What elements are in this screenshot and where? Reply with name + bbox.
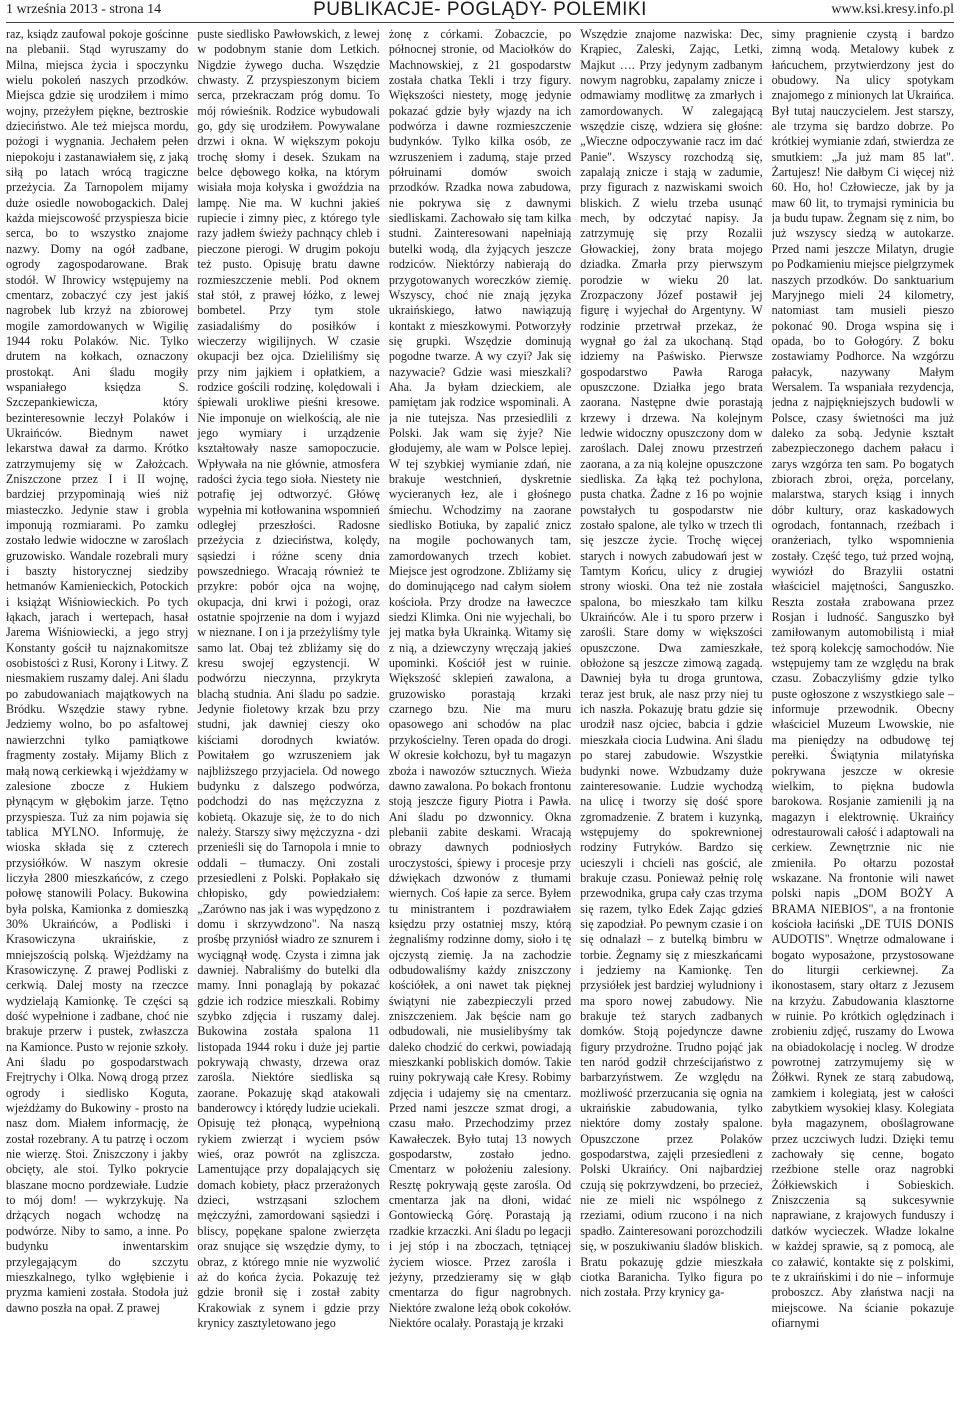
column-2-text: puste siedlisko Pawłowskich, z lewej w podobnym stanie dom Letkich. Nigdzie żywego ducha. Wszędzie chwasty. Z przyspieszonym biciem serca, przekraczam próg domu. To mój rówieśnik. Rodzice wybudowali go, gdy się urodziłem. Powywalane drzwi i okna. W większym pokoju trochę słomy i desek. Szukam na belce dębowego kołka, na którym wisiała moja kołyska i gwoździa na lampę. Nie ma. W kuchni jakieś rupiecie i zimny piec, z którego tyle razy jadłem świeży pachnący chleb i pieczone pierogi. W drugim pokoju też pusto. Opisuję bratu dawne rozmieszczenie mebli. Pod oknem stał stół, z prawej łóżko, z lewej bombetel. Przy tym stole zasiadaliśmy do posiłków i wieczerzy wigilijnych. W czasie okupacji bez ojca. Dzieliliśmy się przy nim jajkiem i opłatkiem, a rodzice gościli rodzinę, kolędowali i śpiewali urokliwe pieśni kresowe. Nie imponuje on wielkością, ale nie jego wymiary i urządzenie kształtowały nasze samopoczucie. Wpływała na nie głównie, atmosfera radości życia tego sioła. Niestety nie potrafię jej odtworzyć. Główę wypełnia mi kotłowanina wspomnień odległej przeszłości. Radosne przeżycia z dzieciństwa, kolędy, sąsiedzi i różne sceny dnia powszedniego. Wracają również te przykre: pobór ojca na wojnę, okupacja, dni krwi i pożogi, oraz ostatnie spojrzenie na dom i wyjazd w nieznane. I on i ja przeżyliśmy tyle samo lat. Obaj też zbliżamy się do kresu swojej egzystencji. W podwórzu nieczynna, przykryta blachą studnia. Ani śladu po sadzie. Jedynie fioletowy krzak bzu przy studni, jak dawniej cieszy oko kiściami dorodnych kwiatów. Powitałem go wzruszeniem jak najbliższego przyjaciela. Od nowego budynku z dalszego podwórza, podchodzi do nas mężczyzna z kobietą. Okazuje się, że to do nich należy. Starszy siwy mężczyzna - dzi przenieśli się do Tarnopola i mnie to oddali – tłumaczy. Oni zostali przesiedleni z Polski. Popłakało się chłopisko, gdy powiedziałem: „Zarówno nas jak i was wypędzono z domu i skrzywdzono". Na naszą prośbę przyniósł wiadro ze sznurem i wyciągnął wodę. Czysta i zimna jak dawniej. Nabraliśmy do butelki dla mamy. Inni ponaglają by pokazać gdzie ich rodzice mieszkali. Robimy szybko zdjęcia i ruszamy dalej. Bukowina została spalona 11 listopada 1944 roku i duże jej partie pokrywają chwasty, drzewa oraz zarośla. Niektóre siedliska są zaorane. Pokazuję skąd atakowali banderowcy i którędy ludzie uciekali. Opisuję też płonącą, wypełnioną rykiem zwierząt i wyciem psów wieś, oraz powrót na zgliszcza. Lamentujące przy dopalających się domach kobiety, płacz przerażonych dzieci, wstrząsani szlochem mężczyźni, zamordowani sąsiedzi i bliscy, popękane spalone zwierzęta oraz snujące się wszędzie dymy, to obraz, z którego mnie nie wyzwolić aż do końca życia. Pokazuję też gdzie bronił się i został zabity Krakowiak z synem i gdzie przy krynicy zasztyletowano jego — [197, 27, 380, 1330]
column-4-text: Wszędzie znajome nazwiska: Dec, Krąpiec, Zaleski, Zając, Letki, Majkut …. Przy jedynym zadbanym nowym nagrobku, zapalamy znicze i odmawiamy modlitwę za zmarłych i zamordowanych. W zalegającą wszędzie ciszę, wdziera się głośne: „Wieczne odpoczywanie racz im dać Panie". Wszyscy rozchodzą się, zapalają znicze i stają w zadumie, przy figurach z nazwiskami swoich bliskich. Z wielu trzeba usunąć mech, by odczytać napisy. Ja zatrzymuję się przy Rozalii Głowackiej, żony brata mojego dziadka. Zmarła przy pierwszym porodzie w wieku 20 lat. Zrozpaczony Józef postawił jej figurę i wyjechał do Argentyny. W rodzinie przetrwał przekaz, że wygnał go żal za ukochaną. Stąd idziemy na Paświsko. Pierwsze gospodarstwo Pawła Raroga opuszczone. Działka jego brata zaorana. Następne dwie porastają krzewy i drzewa. Na kolejnym ledwie widoczny opuszczony dom w zaroślach. Dalej znowu przestrzeń zaorana, a za nią kolejne opuszczone siedliska. Za łąką też pochylona, pusta chatka. Żadne z 16 po wojnie powstałych tu gospodarstw nie zostało spalone, ale tylko w trzech tli się jeszcze życie. Trochę więcej starych i nowych zabudowań jest w Tamtym Końcu, ulicy z drugiej strony wioski. Ona też nie została spalona, bo mieszkało tam kilku Ukraińców. Ale i tu sporo przerw i zarośli. Stare domy w większości opuszczone. Dwa zamieszkałe, obłożone są jeszcze zimową zagadą. Dawniej była tu droga gruntowa, teraz jest bruk, ale nasz przy niej tu ich naszła. Pokazuję bratu gdzie się urodził nasz ojciec, babcia i gdzie mieszkała ciocia Ludwina. Ani śladu po starej zabudowie. Wszystkie budynki nowe. Wzbudzamy duże zainteresowanie. Ludzie wychodzą na ulicę i tworzy się dość spore zgromadzenie. Z bratem i kuzynką, wstępujemy do spokrewnionej rodziny Futryków. Bardzo się ucieszyli i chcieli nas gościć, ale brakuje czasu. Ponieważ pełnię rolę przewodnika, grupa cały czas trzyma się razem, tylko Edek Zając gdzieś się zapodział. Po pewnym czasie i on się odnalazł – z butelką bimbru w torbie. Żegnamy się z mieszkańcami i jedziemy na Kamionkę. Ten przysiółek jest bardziej wyludniony i ma sporo nowej zabudowy. Nie brakuje też starych zadbanych domków. Stoją pojedyncze dawne figury przydrożne. Trudno pojąć jak ten naród godził chrześcijaństwo z barbarzyństwem. Ze względu na możliwość przerzucania się ogniа na ukraińskie zabudowania, tylko niektóre domy zostały spalone. Opuszczone przez Polaków gospodarstwa, zajęli przesiedleni z Polski Ukraińcy. Oni najbardziej czują się pokrzywdzeni, bo przecież, nie ze mieli nic wspólnego z rzeziami, odium rzucono i na nich spadło. Zainteresowani porozchodzili się, w poszukiwaniu śladów bliskich. Bratu pokazuję gdzie mieszkała ciotka Baranicha. Tylko figura po nich została. Przy krynicy ga- — [580, 27, 763, 1300]
text-column-3 — [389, 27, 571, 1417]
website-link[interactable]: www.ksi.kresy.info.pl — [831, 2, 954, 17]
text-column-2 — [197, 27, 379, 1417]
issue-date-page: 1 września 2013 - strona 14 — [6, 2, 162, 17]
text-column-1 — [6, 27, 188, 1417]
text-column-5 — [772, 27, 954, 1417]
text-column-4 — [580, 27, 762, 1417]
page-header — [6, 0, 954, 23]
article-columns — [0, 23, 960, 1417]
column-3-text: żonę z córkami. Zobaczcie, po północnej stronie, od Maciołków do Machnowskiej, z 21 gospodarstw została chatka Tekli i trzy figury. Większości niestety, mogę jedynie pokazać gdzie były wjazdy na ich podwórza i dawne rozmieszczenie budynków. Tylko kilka osób, ze wzruszeniem i zadumą, staje przed półruinami domów swoich przodków. Rzadka nowa zabudowa, nie pokrywa się z dawnymi siedliskami. Zachowało się tam kilka studni. Zainteresowani napełniają butelki wodą, dla żyjących jeszcze rodziców. Niektórzy nabierają do przygotowanych woreczków ziemię. Wszyscy, choć nie znają języka ukraińskiego, łatwo nawiązują kontakt z mieszkowymi. Potworzyły się grupki. Wszędzie dominują pogodne twarze. A wy czyi? Jak się nazywacie? Gdzie wasi mieszkali? Aha. Ja byłam dzieckiem, ale pamiętam jak rodzice wspominali. A ja nie tutejsza. Nas przesiedlili z Polski. Jak wam się żyje? Nie głodujemy, ale wam w Polsce lepiej. W tej szybkiej wymianie zdań, nie brakuje westchnień, dyskretnie wycieranych łez, ale i głośnego śmiechu. Wchodzimy na zaorane siedlisko Botiuka, by zapalić znicz na mogile pochowanych tam, zamordowanych trzech kobiet. Miejsce jest ogrodzone. Zbliżamy się do dominującego nad całym siołem kościoła. Przy drodze na ławeczce siedzi Klimka. Oni nie wyjechali, bo jej matka była Ukrainką. Witamy się z nią, a dziewczyny wręczają jakieś upominki. Kościół jest w ruinie. Większość sklepień zawalona, a gruzowisko porastają krzaki czarnego bzu. Nie ma muru opasowego ani schodów na plac przykościelny. Teren opada do drogi. W okresie kołchozu, był tu magazyn zboża i nawozów sztucznych. Wieża dawno zawalona. Po bokach frontonu stoją jeszcze figury Piotra i Pawła. Ani śladu po dzwonnicy. Okna plebanii zabite deskami. Wracają obrazy dawnych podniosłych uroczystości, śpiewy i procesje przy dźwiękach dzwonów z tłumami wiernych. Coś łapie za serce. Byłem tu ministrantem i pozdrawiałem księdzu przy ostatniej mszy, którą żegnaliśmy rodzinne domy, sioło i tę ojczystą ziemię. Ja na zachodzie odbudowaliśmy każdy zniszczony kościółek, a oni nawet tak pięknej świątyni nie zabezpieczyli przed zniszczeniem. Jak bęście nam go odbudowali, nie musielibyśmy tak daleko chodzić do cerkwi, powiadają mieszkanki pobliskich domów. Takie ruiny pokrywają całe Kresy. Robimy zdjęcia i udajemy się na cmentarz. Przed nami jeszcze szmat drogi, a czasu mało. Przechodzimy przez Kawałeczek. Było tutaj 13 nowych gospodarstw, zostało jedno. Cmentarz w położeniu zalesiony. Resztę pokrywają gęste zarośla. Od cmentarza jak na dłoni, widać Gontowiecką Górę. Porastają ją rzadkie krzaczki. Ani śladu po legacji i jej stóp i na zboczach, tętniącej życiem wiosce. Przez zarośla i jeżyny, przedzieramy się w głąb cmentarza do figur nagrobnych. Niektóre zwalone leżą obok cokołów. Niektóre ocalały. Porastają je krzaki — [388, 27, 572, 1330]
column-1-text: raz, ksiądz zaufowal pokoje gościnne na plebanii. Stąd wyruszamy do Milna, miejsca życia i spoczynku wielu pokoleń naszych przodków. Miejsca gdzie się urodziłem i mimo wojny, przeżyłem piękne, beztroskie dzieciństwo. Ale też miejsca mordu, pożogi i wygnania. Jechałem pełen niepokoju i zastanawiałem się, z jaką siłą po latach wrócą tragiczne przeżycia. Za Tarnopolem mijamy duże osiedle nowobogackich. Dalej każda miejscowość przyspiesza bicie serca, bo to wszystko znajome nazwy. Domy na ogół zadbane, ogrody zagospodarowane. Brak stodół. W Ihrowicy wstępujemy na cmentarz, zobaczyć czy jest jakiś nagrobek lub krzyż na zbiorowej mogile zamordowanych w Wigilię 1944 roku Polaków. Nic. Tylko drutem na kołkach, oznaczony prostokąt. Ani śladu mogiły wspaniałego księdza S. Szczepankiewicza, który bezinteresownie leczył Polaków i Ukraińców. Biednym nawet lekarstwa dawał za darmo. Krótko zatrzymujemy się w Założcach. Zniszczone przez I i II wojnę, bardziej przypominają wieś niż miasteczko. Jedynie staw i grobla imponują rozmiarami. Po zamku zostało ledwie widoczne w zaroślach gruzowisko. Wandale rozebrali mury i baszty historycznej siedziby hetmanów Kamienieckich, Potockich i książąt Wiśniowieckich. Po tych łąkach, jarach i wertepach, hasał Jarema Wiśniowiecki, a jego stryj Konstanty gościł tu najznakomitsze osobistości z Rusi, Korony i Litwy. Z niesmakiem ruszamy dalej. Ani śladu po zabudowaniach majątkowych na Bródku. Wszędzie stawy rybne. Jedziemy wolno, bo po asfaltowej nawierzchni tylko pamiątkowe fragmenty zostały. Mijamy Blich z małą nową cerkiewką i wjeżdżamy w zalesione zbocze z Hukiem płynącym w głębokim jarze. Tętno przyspiesza. Tuż za nim pojawia się tablica MYLNO. Informuję, że wioska składa się z czterech przysiółków. W naszym okresie liczyła 2800 mieszkańców, z czego połowę stanowili Polacy. Bukowina była polska, Kamionka z domieszką 30% Ukraińców, a Podliski i Krasowiczyna ukraińskie, z mniejszością polską. Wjeżdżamy na Krasowiczynę. Z prawej Podliski z cerkwią. Dalej mosty na rzeczce wydzielają Kamionkę. Te części są dość wypełnione i zadbane, choć nie brakuje przerw i pustek, zwłaszcza na Kamionce. Pusto w rejonie szkoły. Ani śladu po gospodarstwach Frejtrychy i Olka. Nową drogą przez ogrody i siedlisko Koguta, wjeżdżamy do Bukowiny - prosto na nasz dom. Miałem informację, że został rozebrany. A tu patrzę i oczom nie wierzę. Stoi. Zniszczony i jakby obcięty, ale stoi. Tylko pokrycie blaszane mocno pordzewiałe. Ludzie to mój dom! — wykrzykuję. Na drżących nogach wchodzę na podwórze. Niby to samo, a inne. Po budynku inwentarskim przylegającym do szczytu mieszkalnego, tylko wgłębienie i pryzma kamieni została. Stodoła już dawno poszła na opał. Z prawej — [6, 27, 189, 1315]
column-5-text: simy pragnienie czystą i bardzo zimną wodą. Metalowy kubek z łańcuchem, przytwierdzony jest do obudowy. Na ulicy spotykam znajomego z minionych lat Ukraińca. Był tutaj nauczycielem. Jest starszy, ale trzyma się bardzo dobrze. Po krótkiej wymianie zdań, stwierdza ze smutkiem: „Ja już mam 85 lat". Żartujesz! Nie dałbym Ci więcej niż 60. Ho, ho! Człowiecze, jak by ja maw 60 lit, to trymajsi ryminicia bu ja budu tupaw. Żegnam się z nim, bo już wszyscy siedzą w autokarze. Przed nami jeszcze Milatyn, drugie po Podkamieniu miejsce pielgrzymek naszych przodków. Do sanktuarium Maryjnego mieli 24 kilometry, natomiast tam musieli pieszo pokonać 90. Droga wspina się i opada, bo to Gołogóry. Z boku zostawiamy Podhorce. Na wzgórzu pałacyk, nazywany Małym Wersalem. Ta wspaniała rezydencja, jedna z najpiękniejszych budowli w Polsce, czasy świetności ma już daleko za sobą. Jedynie kształt zabezpieczonego dachem pałacu i zarys wzgórza ten sam. Po bogatych zbiorach zbroi, oręża, porcelany, malarstwa, starych ksiąg i innych dóbr kultury, oraz kaskadowych ogrodach, fontannach, rzeźbach i oranżeriach, tylko wspomnienia zostały. Część tego, tuż przed wojną, wywiózł do Brazylii ostatni właściciel majętności, Sanguszko. Reszta została zrabowana przez Rosjan i ludność. Sanguszko był zamiłowanym automobilistą i miał też sporą kolekcję samochodów. Nie wstępujemy tam ze względu na brak czasu. Zobaczyliśmy gdzie tylko puste ogłoszone z wszystkiego sale – informuje przewodnik. Obecny właściciel Muzeum Lwowskie, nie ma pieniędzy na odbudowę tej perełki. Świątynia milatyńska pokrywana jeszcze w okresie wielkim, to piękna budowla barokowa. Rosjanie zamienili ją na magazyn i elektrownię. Ukraińcy odrestaurowali całość i adaptowali na cerkiew. Zewnętrznie nic nie zmieniła. Po ołtarzu pozostał wskazane. Na frontonie wili nawet polski napis „DOM BOŻY A BRAMA NIEBIOS", a na frontonie kościoła łaciński „DE TUIS DONIS AUDOTIS". Wnętrze odmalowane i bogato wyposażone, przystosowane do liturgii cerkiewnej. Za ikonostasem, stary ołtarz z Jezusem na krzyżu. Zabudowania klasztorne w ruinie. Po krótkich oględzinach i zrobieniu zdjęć, ruszamy do Lwowa na obiadokolację i nocleg. W drodze powrotnej zatrzymujemy się w Żółkwi. Rynek ze starą zabudową, zamkiem i kolegiatą, jest w całości zabytkiem wysokiej klasy. Kolegiata była magazynem, oboślagrowane przez uczciwych ludzi. Dzięki temu zachowały się cenne, bogato rzeźbione stelle oraz nagrobki Żółkiewskich i Sobieskich. Zniszczenia są sukcesywnie naprawiane, z krajowych funduszy i datków wycieczek. Władze lokalne w każdej sprawie, są z pomocą, ale co załawić, kontakte się z polskimi, te z ukraińskimi i do nie – informuje proboszcz. Aby złaństwa nacji na miejscowe. Na ścianie pokazuje ofiarnymi — [771, 27, 955, 1330]
section-title: PUBLIKACJE- POGLĄDY- POLEMIKI — [313, 0, 647, 20]
